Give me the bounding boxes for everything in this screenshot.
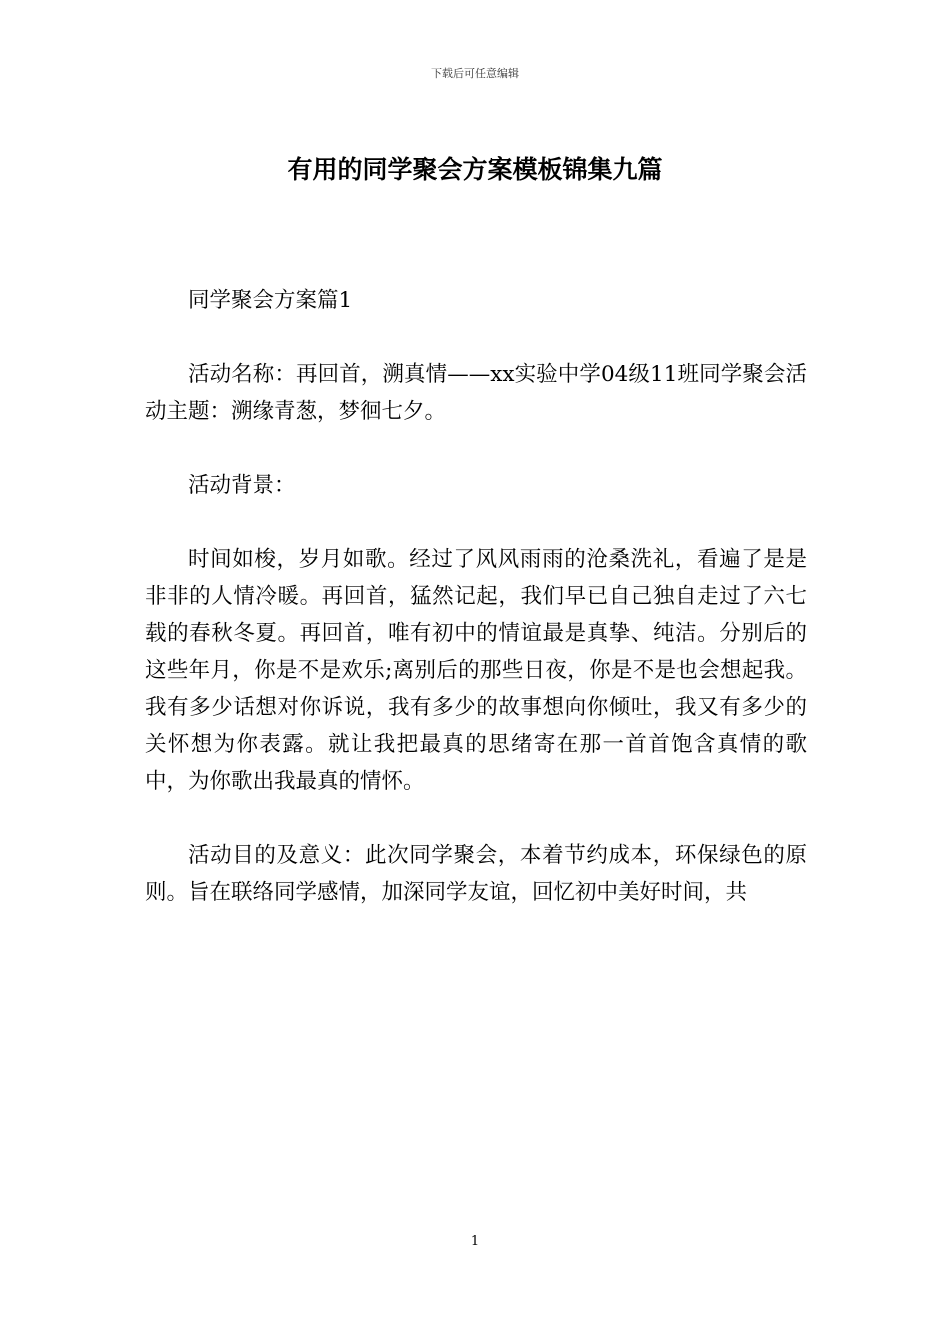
paragraph: 时间如梭，岁月如歌。经过了风风雨雨的沧桑洗礼，看遍了是是非非的人情冷暖。再回首，猛然记起，我们早已自己独自走过了六七载的春秋冬夏。再回首，唯有初中的情谊最是真挚、纯洁。分别后的这些年月，你是不是欢乐;离别后的那些日夜，你是不是也会想起我。我有多少话想对你诉说，我有多少的故事想向你倾吐，我又有多少的关怀想为你表露。就让我把最真的思绪寄在那一首首饱含真情的歌中，为你歌出我最真的情怀。 — [145, 547, 807, 794]
page-number: 1 — [470, 1234, 480, 1249]
document-title: 有用的同学聚会方案模板锦集九篇 — [287, 155, 663, 184]
paragraph: 活动背景： — [188, 473, 296, 498]
paragraph: 活动目的及意义：此次同学聚会，本着节约成本，环保绿色的原则。旨在联络同学感情，加深同学友谊，回忆初中美好时间，共 — [145, 843, 807, 905]
paragraph: 活动名称：再回首，溯真情——xx实验中学04级11班同学聚会活动主题：溯缘青葱，梦徊七夕。 — [145, 362, 807, 424]
section-heading: 同学聚会方案篇1 — [188, 288, 353, 313]
document-body — [145, 282, 807, 948]
header-note: 下载后可任意编辑 — [431, 67, 519, 80]
